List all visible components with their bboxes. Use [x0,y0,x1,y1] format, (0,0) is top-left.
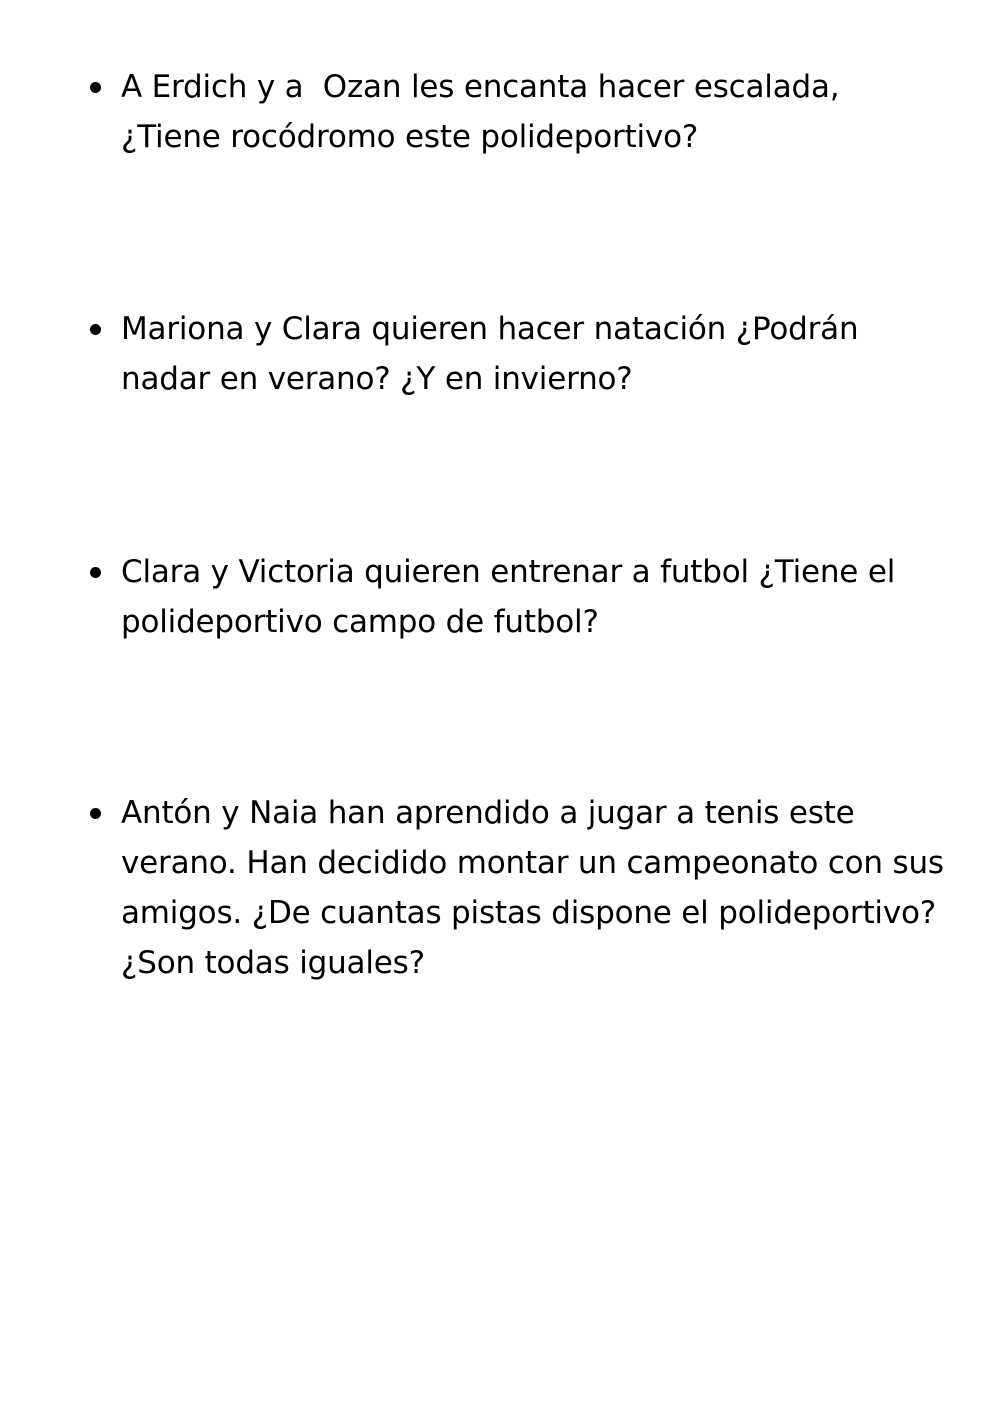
bullet-point [90,82,101,93]
bullet-point [90,567,101,578]
bullet-point [90,324,101,335]
question-text: A Erdich y a Ozan les encanta hacer escalada, ¿Tiene rocódromo este polideportivo? [121,69,840,155]
bullet-point [90,808,101,819]
question-text: Clara y Victoria quieren entrenar a futbol ¿Tiene el polideportivo campo de futbol? [121,554,896,640]
question-text: Antón y Naia han aprendido a jugar a tenis este verano. Han decidido montar un campeonato con sus amigos. ¿De cuantas pistas dispone el polideportivo? ¿Son todas iguales? [121,795,944,981]
question-text: Mariona y Clara quieren hacer natación ¿Podrán nadar en verano? ¿Y en invierno? [121,311,859,397]
